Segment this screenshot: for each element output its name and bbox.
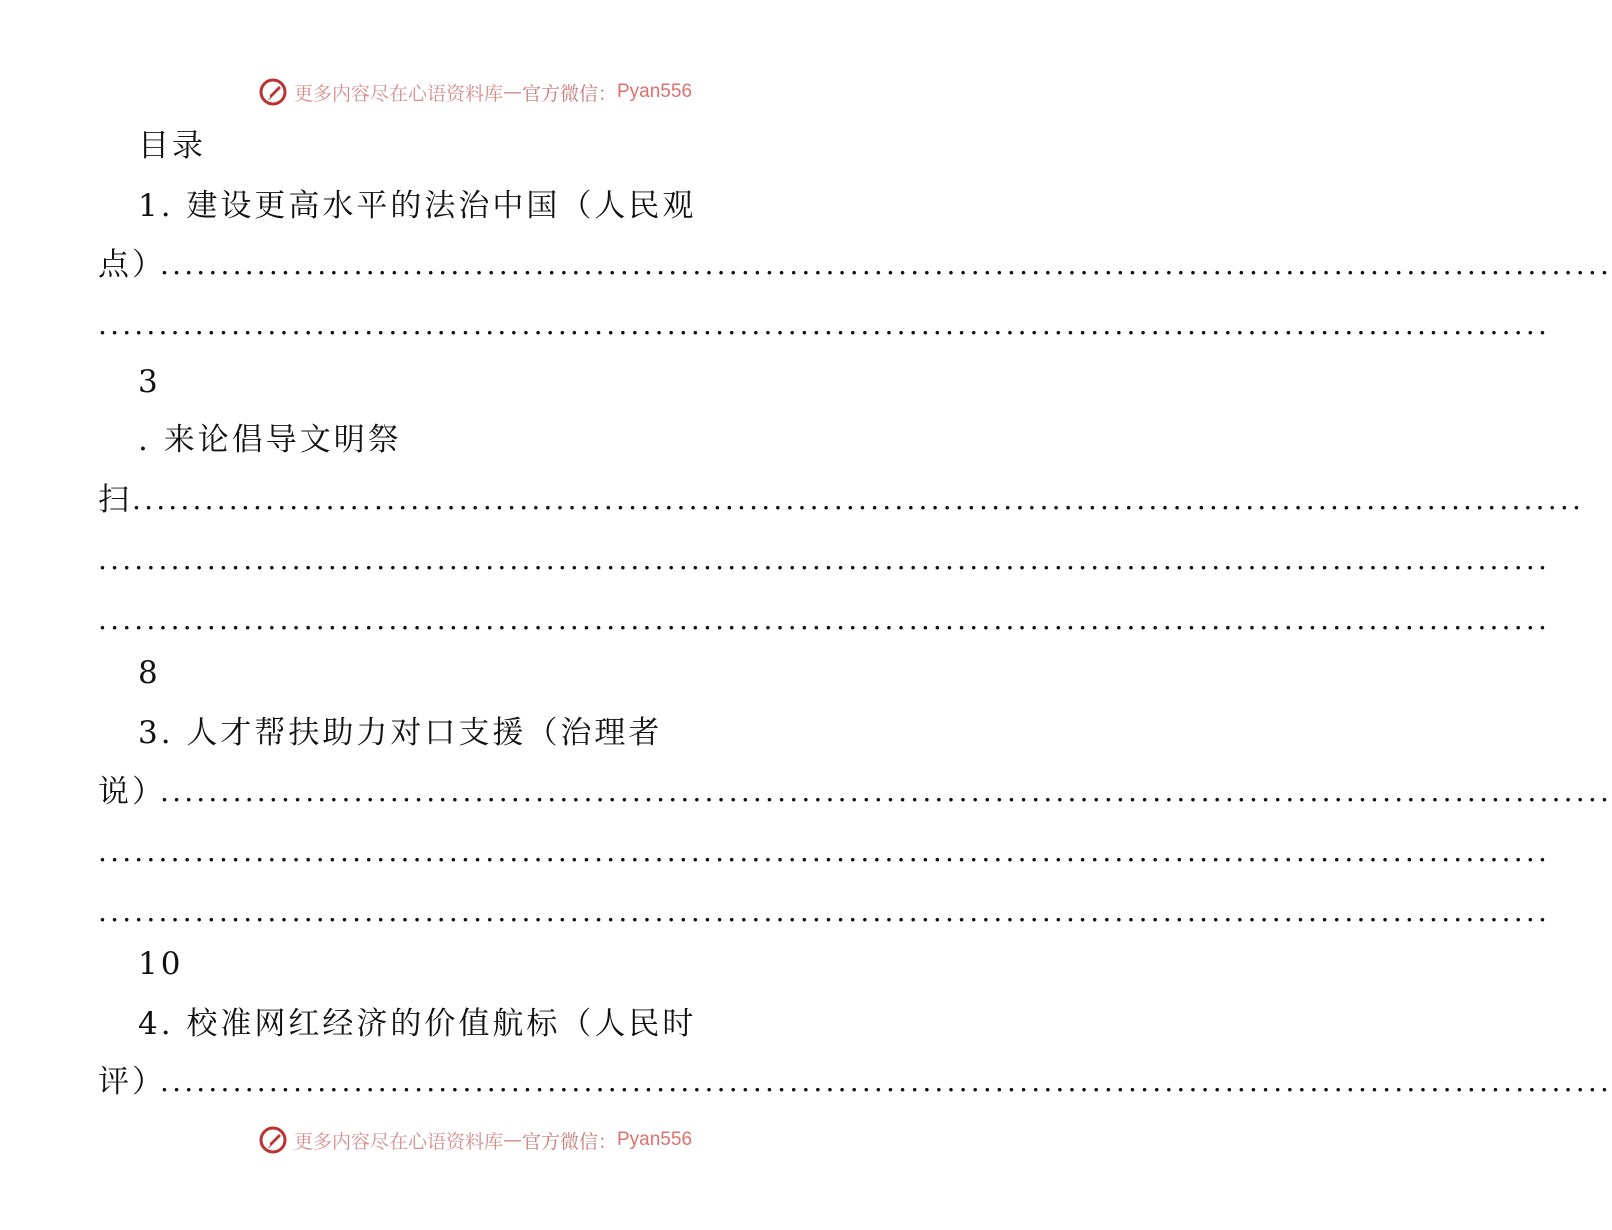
toc-leader-dots: ........................................................................................................................ — [160, 248, 1612, 281]
toc-leader-dots: ........................................................................................................................ — [160, 1065, 1612, 1098]
toc-entry-2-heading: . 来论倡导文明祭 — [138, 422, 402, 458]
toc-entry-3-heading-cont: 说） — [98, 774, 166, 810]
watermark-id: Pyan556 — [617, 1129, 693, 1150]
watermark-separator: — — [502, 81, 522, 103]
toc-leader-dots: ........................................................................................................................ — [98, 835, 1551, 868]
toc-entry-1-heading: 1. 建设更高水平的法治中国（人民观 — [138, 188, 697, 224]
toc-entry-3-page: 10 — [138, 946, 184, 982]
toc-leader-dots: ........................................................................................................................ — [132, 483, 1585, 516]
quill-logo-icon — [258, 77, 288, 107]
toc-entry-4-heading: 4. 校准网红经济的价值航标（人民时 — [138, 1006, 697, 1042]
toc-leader-dots: ........................................................................................................................ — [98, 603, 1551, 636]
watermark-sub: 官方微信： — [521, 1130, 617, 1153]
watermark-text: 更多内容尽在心语资料库 — [293, 1130, 503, 1153]
toc-entry-4-heading-cont: 评） — [98, 1064, 166, 1100]
quill-logo-icon — [258, 1125, 288, 1155]
toc-leader-dots: ........................................................................................................................ — [98, 308, 1551, 341]
toc-leader-dots: ........................................................................................................................ — [160, 775, 1612, 808]
toc-title: 目录 — [138, 128, 206, 164]
toc-entry-1-page: 3 — [138, 364, 161, 400]
toc-entry-2-page: 8 — [138, 655, 161, 691]
watermark-text: 更多内容尽在心语资料库 — [293, 82, 503, 105]
watermark-id: Pyan556 — [617, 81, 693, 102]
toc-entry-2-heading-cont: 扫 — [98, 482, 132, 518]
header-watermark — [0, 72, 950, 112]
toc-leader-dots: ........................................................................................................................ — [98, 895, 1551, 928]
footer-watermark — [0, 1120, 950, 1160]
toc-entry-3-heading: 3. 人才帮扶助力对口支援（治理者 — [138, 715, 663, 751]
watermark-sub: 官方微信： — [521, 82, 617, 105]
watermark-separator: — — [502, 1129, 522, 1151]
toc-entry-1-heading-cont: 点） — [98, 247, 166, 283]
toc-leader-dots: ........................................................................................................................ — [98, 543, 1551, 576]
